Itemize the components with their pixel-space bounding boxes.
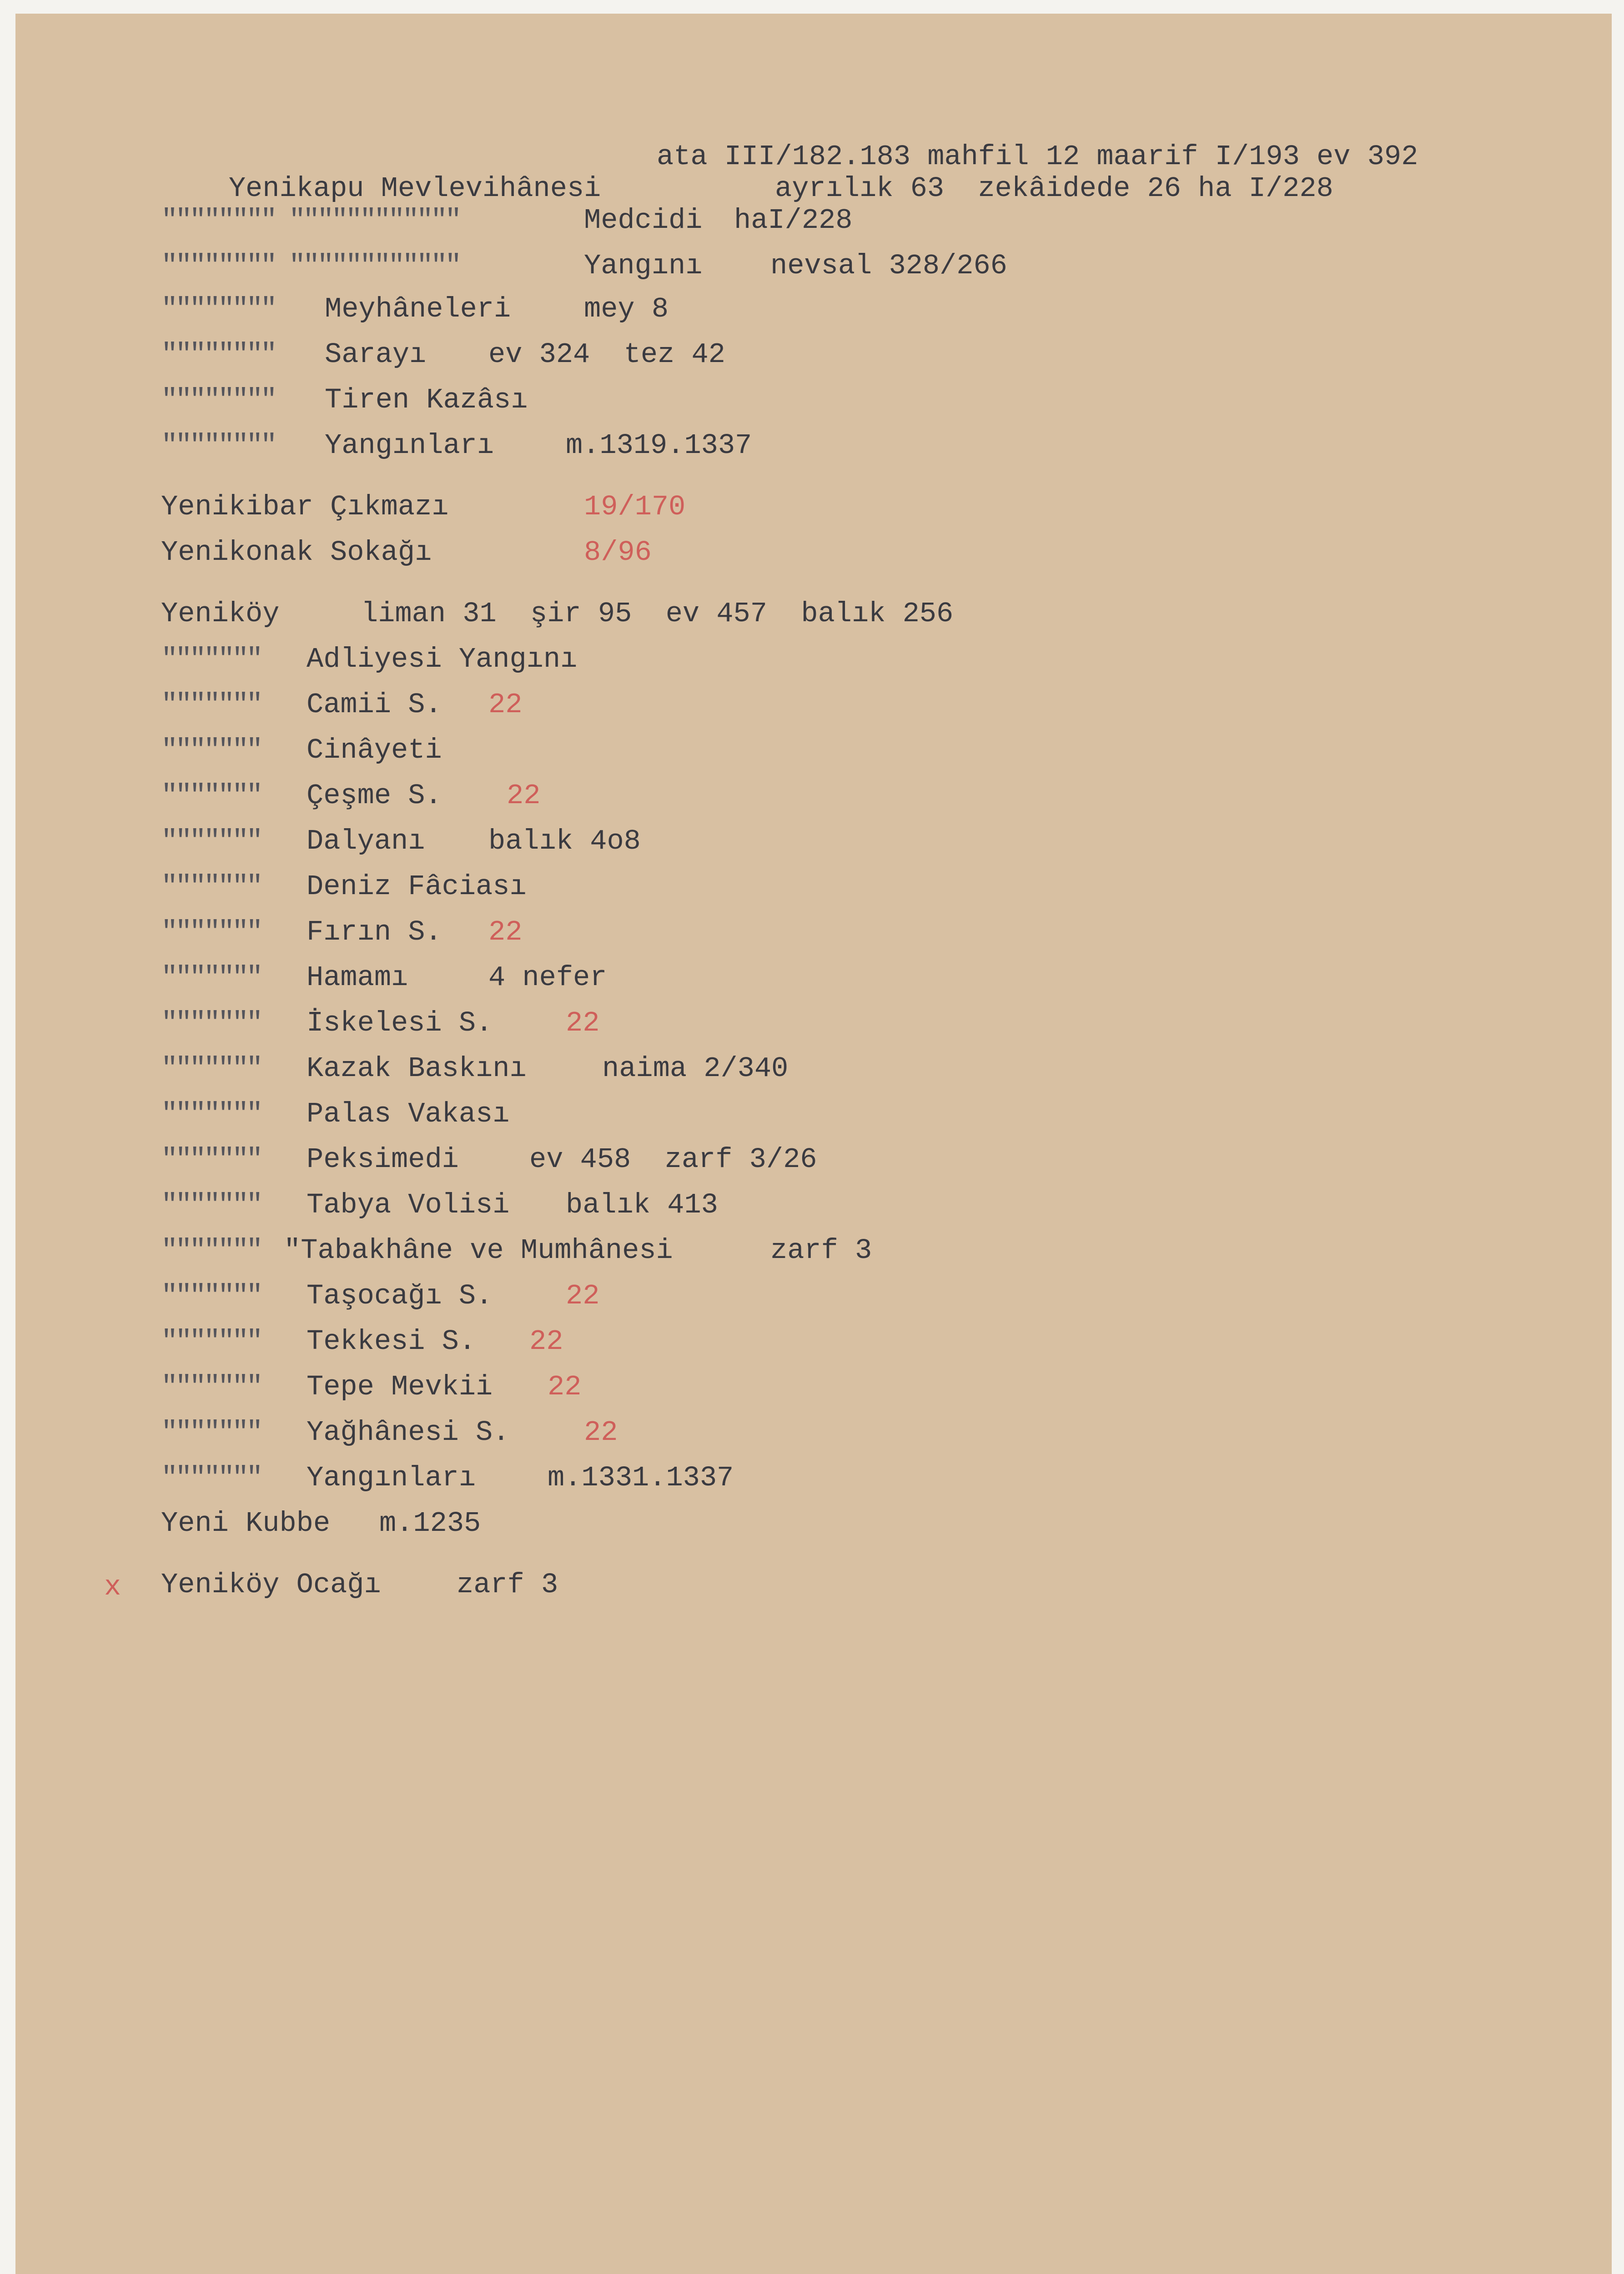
- entry-title: Cinâyeti: [307, 734, 442, 766]
- ditto-marks: """"""": [161, 1462, 261, 1494]
- entry-title: Dalyanı: [307, 825, 425, 857]
- entry-title: İskelesi S.: [307, 1007, 493, 1039]
- entry-reference: 22: [529, 1325, 563, 1358]
- ditto-marks: """"""": [161, 643, 261, 675]
- ditto-marks: """"""": [161, 1416, 261, 1449]
- entry-reference: m.1331.1337: [548, 1462, 734, 1494]
- ditto-marks: """""""": [161, 384, 275, 416]
- entry-title: Camii S.: [307, 689, 442, 721]
- entry-title: Yangınları: [307, 1462, 476, 1494]
- entry-reference: nevsal 328/266: [770, 250, 1007, 282]
- entry-reference: 4 nefer: [488, 961, 607, 994]
- entry-title: Tepe Mevkii: [307, 1371, 493, 1403]
- entry-title: Yenikibar Çıkmazı: [161, 491, 449, 523]
- entry-title: Palas Vakası: [307, 1098, 510, 1130]
- entry-title: "Tabakhâne ve Mumhânesi: [284, 1234, 673, 1267]
- entry-title: Hamamı: [307, 961, 408, 994]
- entry-title: Sarayı: [325, 338, 427, 371]
- entry-title: Taşocağı S.: [307, 1280, 493, 1312]
- ditto-marks: """""""" """""""""""": [161, 250, 459, 282]
- entry-reference: 8/96: [584, 536, 652, 568]
- entry-reference: m.1319.1337: [566, 429, 752, 462]
- entry-reference: 19/170: [584, 491, 686, 523]
- entry-reference: zarf 3: [457, 1569, 558, 1601]
- entry-reference: ev 458 zarf 3/26: [529, 1143, 817, 1176]
- ditto-marks: """"""": [161, 870, 261, 903]
- entry-reference: m.1235: [379, 1507, 481, 1539]
- entry-title: Çeşme S.: [307, 780, 442, 812]
- entry-title: Medcidi: [584, 204, 703, 236]
- entry-title: Yangını: [584, 250, 703, 282]
- entry-title: Peksimedi: [307, 1143, 459, 1176]
- margin-mark: x: [104, 1571, 121, 1603]
- entry-reference: balık 4o8: [488, 825, 641, 857]
- entry-reference-continued: ayrılık 63 zekâidede 26 ha I/228: [775, 172, 1333, 205]
- entry-reference: haI/228: [734, 204, 853, 236]
- entry-reference: 22: [507, 780, 541, 812]
- ditto-marks: """""""": [161, 338, 275, 371]
- ditto-marks: """"""": [161, 916, 261, 948]
- ditto-marks: """"""": [161, 961, 261, 994]
- ditto-marks: """"""": [161, 1280, 261, 1312]
- ditto-marks: """"""": [161, 780, 261, 812]
- ditto-marks: """"""": [161, 1052, 261, 1085]
- entry-title: Yağhânesi S.: [307, 1416, 510, 1449]
- entry-reference: naima 2/340: [602, 1052, 789, 1085]
- ditto-marks: """""""" """""""""""": [161, 204, 459, 236]
- entry-title: Kazak Baskını: [307, 1052, 527, 1085]
- entry-reference: liman 31 şir 95 ev 457 balık 256: [361, 598, 954, 630]
- entry-title: Adliyesi Yangını: [307, 643, 578, 675]
- entry-reference: zarf 3: [770, 1234, 872, 1267]
- entry-reference: 22: [548, 1371, 582, 1403]
- ditto-marks: """"""": [161, 1007, 261, 1039]
- entry-title: Fırın S.: [307, 916, 442, 948]
- entry-title: Yenikonak Sokağı: [161, 536, 432, 568]
- index-card: [15, 14, 1612, 2274]
- entry-title: Yeni Kubbe: [161, 1507, 331, 1539]
- entry-title: Yangınları: [325, 429, 494, 462]
- entry-reference: ata III/182.183 mahfil 12 maarif I/193 ev 392: [657, 141, 1418, 173]
- entry-title: Tekkesi S.: [307, 1325, 476, 1358]
- ditto-marks: """"""": [161, 1325, 261, 1358]
- entry-title: Yenikapu Mevlevihânesi: [228, 172, 601, 205]
- entry-title: Meyhâneleri: [325, 293, 511, 325]
- entry-reference: 22: [488, 916, 523, 948]
- entry-reference: ev 324 tez 42: [488, 338, 725, 371]
- ditto-marks: """"""": [161, 689, 261, 721]
- ditto-marks: """"""": [161, 734, 261, 766]
- ditto-marks: """""""": [161, 293, 275, 325]
- entry-reference: mey 8: [584, 293, 669, 325]
- ditto-marks: """"""": [161, 1098, 261, 1130]
- entry-title: Yeniköy Ocağı: [161, 1569, 381, 1601]
- entry-title: Deniz Fâciası: [307, 870, 527, 903]
- entry-title: Tabya Volisi: [307, 1189, 510, 1221]
- entry-reference: 22: [488, 689, 523, 721]
- entry-reference: balık 413: [566, 1189, 718, 1221]
- entry-reference: 22: [584, 1416, 618, 1449]
- ditto-marks: """""""": [161, 429, 275, 462]
- ditto-marks: """"""": [161, 825, 261, 857]
- entry-title: Tiren Kazâsı: [325, 384, 528, 416]
- ditto-marks: """"""": [161, 1371, 261, 1403]
- entry-title: Yeniköy: [161, 598, 280, 630]
- ditto-marks: """"""": [161, 1234, 261, 1267]
- entry-reference: 22: [566, 1280, 600, 1312]
- ditto-marks: """"""": [161, 1189, 261, 1221]
- entry-reference: 22: [566, 1007, 600, 1039]
- ditto-marks: """"""": [161, 1143, 261, 1176]
